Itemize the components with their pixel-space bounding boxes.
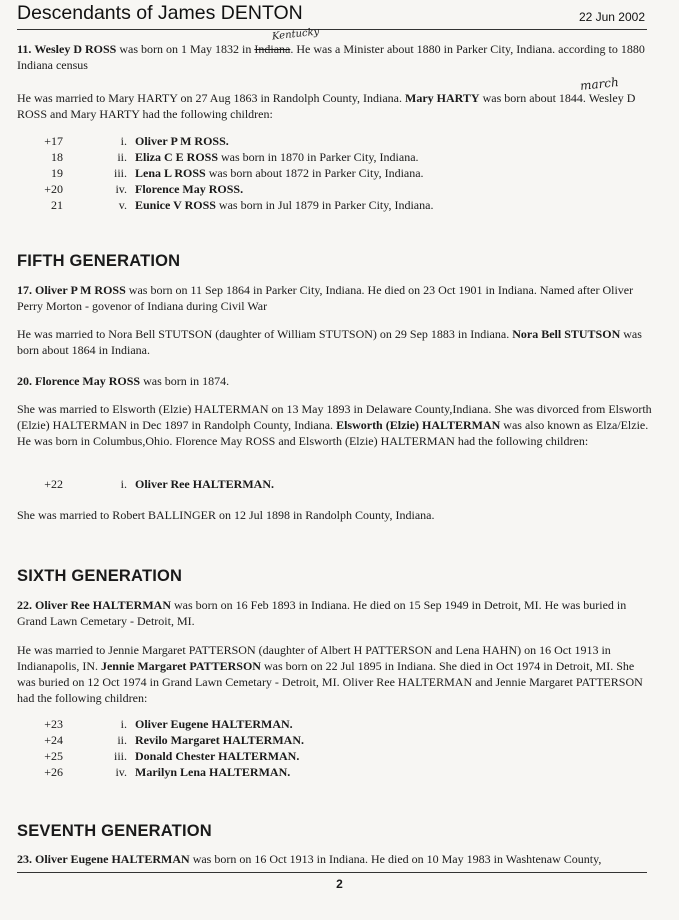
page-header [17,2,645,32]
person-name: Florence May ROSS [35,374,141,388]
entry-number: 17. [17,283,32,297]
children-list-20 [0,476,679,492]
sixth-generation-heading: SIXTH GENERATION [17,567,183,585]
child-row: +24 ii. Revilo Margaret HALTERMAN. [44,733,304,747]
child-row: +23 i. Oliver Eugene HALTERMAN. [44,717,293,731]
entry-22: 22. Oliver Ree HALTERMAN was born on 16 Feb 1893 in Indiana. He died on 15 Sep 1949 in Detroit, MI. He was buried in Grand Lawn Cemetary - Detroit, MI. [17,598,627,628]
entry-20: 20. Florence May ROSS was born in 1874. [17,374,230,388]
footer-divider [17,872,647,873]
child-name: Oliver P M ROSS. [135,134,229,148]
child-row: +22 i. Oliver Ree HALTERMAN. [44,477,274,491]
child-name: Eunice V ROSS [135,198,216,212]
entry-number: 20. [17,374,32,388]
entry-22-marriage: He was married to Jennie Margaret PATTERSON (daughter of Albert H PATTERSON and Lena HAHN) on 16 Oct 1913 in Indianapolis, IN. Jennie Margaret PATTERSON was born on 22 Jul 1895 in Indiana. She died in Oct 1974 in Detroit, MI. She was buried on 12 Oct 1974 in Grand Lawn Cemetary - Detroit, MI. Oliver Ree HALTERMAN and Jennie Margaret PATTERSON had the following children: [17,643,643,705]
child-row: 21 v. Eunice V ROSS was born in Jul 1879 in Parker City, Indiana. [51,198,434,212]
spouse-name: Mary HARTY [405,91,480,105]
child-name: Oliver Ree HALTERMAN. [135,477,274,491]
header-divider [17,29,647,30]
seventh-generation-heading: SEVENTH GENERATION [17,822,212,840]
struck-text: Indiana [254,42,291,56]
entry-11: 11. Wesley D ROSS was born on 1 May 1832 in Indiana. He was a Minister about 1880 in Parker City, Indiana. according to 1880 Indiana census [17,42,645,72]
handwritten-annotation-kentucky: Kentucky [271,26,320,43]
child-row: +25 iii. Donald Chester HALTERMAN. [44,749,300,763]
person-name: Wesley D ROSS [34,42,117,56]
entry-20-marriage: She was married to Elsworth (Elzie) HALTERMAN on 13 May 1893 in Delaware County,Indiana. She was divorced from Elsworth (Elzie) HALTERMAN in Dec 1897 in Randolph County, Indiana. Elsworth (Elzie) HALTERMAN was also known as Elza/Elzie. He was born in Columbus,Ohio. Florence May ROSS and Elsworth (Elzie) HALTERMAN had the following children: [17,402,652,448]
child-row: 18 ii. Eliza C E ROSS was born in 1870 in Parker City, Indiana. [51,150,419,164]
children-list-22 [0,716,679,780]
spouse-name: Nora Bell STUTSON [512,327,621,341]
child-name: Revilo Margaret HALTERMAN. [135,733,304,747]
child-row: +26 iv. Marilyn Lena HALTERMAN. [44,765,291,779]
child-name: Lena L ROSS [135,166,206,180]
entry-number: 22. [17,598,32,612]
person-name: Oliver P M ROSS [35,283,126,297]
entry-11-marriage: He was married to Mary HARTY on 27 Aug 1863 in Randolph County, Indiana. Mary HARTY was born about 1844. Wesley D ROSS and Mary HARTY had the following children: [17,91,636,121]
handwritten-annotation-march: march [579,75,620,93]
spouse-name: Jennie Margaret PATTERSON [100,659,261,673]
document-date: 22 Jun 2002 [578,10,645,24]
entry-17-marriage: He was married to Nora Bell STUTSON (daughter of William STUTSON) on 29 Sep 1883 in Indiana. Nora Bell STUTSON was born about 1864 in Indiana. [17,327,642,357]
person-name: Oliver Eugene HALTERMAN [35,852,190,866]
entry-20-second-marriage: She was married to Robert BALLINGER on 12 Jul 1898 in Randolph County, Indiana. [17,508,435,522]
document-title: Descendants of James DENTON [17,2,303,24]
children-list-11 [0,133,679,213]
child-name: Eliza C E ROSS [135,150,219,164]
fifth-generation-heading: FIFTH GENERATION [17,252,181,270]
child-name: Oliver Eugene HALTERMAN. [135,717,293,731]
child-row: +20 iv. Florence May ROSS. [44,182,244,196]
child-name: Donald Chester HALTERMAN. [135,749,300,763]
child-row: 19 iii. Lena L ROSS was born about 1872 in Parker City, Indiana. [51,166,424,180]
child-name: Marilyn Lena HALTERMAN. [135,765,291,779]
entry-17: 17. Oliver P M ROSS was born on 11 Sep 1864 in Parker City, Indiana. He died on 23 Oct 1901 in Indiana. Named after Oliver Perry Morton - govenor of Indiana during Civil War [17,283,634,313]
entry-23: 23. Oliver Eugene HALTERMAN was born on 16 Oct 1913 in Indiana. He died on 10 May 1983 in Washtenaw County, [17,852,602,866]
entry-number: 11. [17,42,32,56]
person-name: Oliver Ree HALTERMAN [35,598,171,612]
page-number: 2 [336,877,343,891]
child-name: Florence May ROSS. [135,182,244,196]
child-row: +17 i. Oliver P M ROSS. [44,134,229,148]
spouse-name: Elsworth (Elzie) HALTERMAN [336,418,501,432]
entry-number: 23. [17,852,32,866]
